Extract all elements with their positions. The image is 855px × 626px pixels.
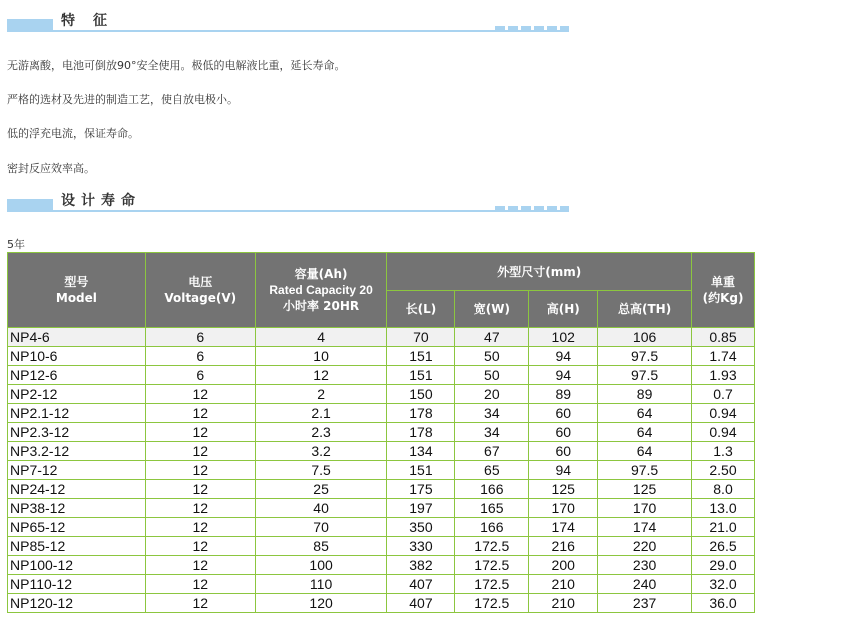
cell-weight: 13.0 xyxy=(692,499,755,518)
cell-capacity: 2.1 xyxy=(255,404,387,423)
cell-capacity: 10 xyxy=(255,347,387,366)
header-stripe xyxy=(7,199,53,212)
cell-height: 210 xyxy=(529,575,598,594)
cell-width: 166 xyxy=(455,518,529,537)
table-row xyxy=(8,347,755,366)
cell-width: 34 xyxy=(455,404,529,423)
cell-voltage: 12 xyxy=(145,385,255,404)
header-weight-cn: 单重 xyxy=(711,275,736,289)
cell-height: 216 xyxy=(529,537,598,556)
cell-total-height: 174 xyxy=(598,518,692,537)
cell-total-height: 170 xyxy=(598,499,692,518)
table-row xyxy=(8,575,755,594)
cell-model: NP85-12 xyxy=(8,537,146,556)
cell-width: 67 xyxy=(455,442,529,461)
cell-model: NP2.3-12 xyxy=(8,423,146,442)
cell-width: 50 xyxy=(455,347,529,366)
cell-width: 172.5 xyxy=(455,575,529,594)
cell-voltage: 12 xyxy=(145,518,255,537)
cell-height: 89 xyxy=(529,385,598,404)
cell-model: NP38-12 xyxy=(8,499,146,518)
cell-model: NP7-12 xyxy=(8,461,146,480)
cell-voltage: 6 xyxy=(145,347,255,366)
cell-width: 50 xyxy=(455,366,529,385)
header-capacity xyxy=(255,253,387,328)
cell-voltage: 12 xyxy=(145,594,255,613)
cell-length: 382 xyxy=(387,556,455,575)
feature-text: 密封反应效率高。 xyxy=(7,162,95,175)
header-weight xyxy=(692,253,755,328)
table-row xyxy=(8,537,755,556)
cell-total-height: 97.5 xyxy=(598,461,692,480)
cell-total-height: 106 xyxy=(598,328,692,347)
header-height: 高(H) xyxy=(529,291,598,328)
cell-length: 178 xyxy=(387,423,455,442)
cell-total-height: 230 xyxy=(598,556,692,575)
cell-model: NP65-12 xyxy=(8,518,146,537)
cell-length: 151 xyxy=(387,461,455,480)
table-row xyxy=(8,461,755,480)
cell-voltage: 12 xyxy=(145,537,255,556)
section-title-design-life: 设计寿命 xyxy=(61,193,141,209)
cell-total-height: 89 xyxy=(598,385,692,404)
cell-voltage: 6 xyxy=(145,366,255,385)
cell-width: 34 xyxy=(455,423,529,442)
cell-weight: 1.74 xyxy=(692,347,755,366)
header-dimensions: 外型尺寸(mm) xyxy=(387,253,692,291)
cell-model: NP2-12 xyxy=(8,385,146,404)
cell-total-height: 240 xyxy=(598,575,692,594)
cell-capacity: 100 xyxy=(255,556,387,575)
cell-height: 94 xyxy=(529,366,598,385)
cell-voltage: 12 xyxy=(145,404,255,423)
header-dashes xyxy=(495,26,569,30)
cell-total-height: 97.5 xyxy=(598,366,692,385)
feature-text: 低的浮充电流，保证寿命。 xyxy=(7,127,139,140)
cell-length: 407 xyxy=(387,575,455,594)
header-underline xyxy=(53,30,569,32)
cell-weight: 1.3 xyxy=(692,442,755,461)
cell-total-height: 64 xyxy=(598,423,692,442)
cell-width: 166 xyxy=(455,480,529,499)
header-voltage-en: Voltage(V) xyxy=(164,291,237,305)
table-row xyxy=(8,518,755,537)
cell-model: NP12-6 xyxy=(8,366,146,385)
cell-height: 200 xyxy=(529,556,598,575)
header-capacity-en: Rated Capacity 20 xyxy=(269,283,373,297)
cell-capacity: 2 xyxy=(255,385,387,404)
cell-capacity: 85 xyxy=(255,537,387,556)
cell-capacity: 110 xyxy=(255,575,387,594)
cell-weight: 0.94 xyxy=(692,404,755,423)
cell-voltage: 12 xyxy=(145,461,255,480)
cell-height: 174 xyxy=(529,518,598,537)
cell-length: 70 xyxy=(387,328,455,347)
cell-height: 170 xyxy=(529,499,598,518)
cell-weight: 0.85 xyxy=(692,328,755,347)
cell-width: 172.5 xyxy=(455,556,529,575)
cell-height: 94 xyxy=(529,461,598,480)
cell-width: 172.5 xyxy=(455,537,529,556)
cell-capacity: 2.3 xyxy=(255,423,387,442)
cell-capacity: 12 xyxy=(255,366,387,385)
cell-weight: 0.94 xyxy=(692,423,755,442)
cell-weight: 29.0 xyxy=(692,556,755,575)
table-row xyxy=(8,442,755,461)
cell-weight: 36.0 xyxy=(692,594,755,613)
cell-capacity: 4 xyxy=(255,328,387,347)
cell-height: 60 xyxy=(529,423,598,442)
cell-width: 65 xyxy=(455,461,529,480)
header-dashes xyxy=(495,206,569,210)
design-life-value: 5年 xyxy=(7,238,25,251)
cell-capacity: 120 xyxy=(255,594,387,613)
cell-length: 178 xyxy=(387,404,455,423)
cell-width: 172.5 xyxy=(455,594,529,613)
cell-model: NP100-12 xyxy=(8,556,146,575)
cell-weight: 2.50 xyxy=(692,461,755,480)
cell-capacity: 25 xyxy=(255,480,387,499)
cell-length: 350 xyxy=(387,518,455,537)
table-row xyxy=(8,556,755,575)
section-title-features: 特征 xyxy=(61,13,125,29)
table-row xyxy=(8,366,755,385)
feature-text: 严格的选材及先进的制造工艺，使自放电极小。 xyxy=(7,93,238,106)
header-capacity-cn: 容量(Ah) xyxy=(294,267,348,281)
cell-length: 197 xyxy=(387,499,455,518)
cell-height: 102 xyxy=(529,328,598,347)
cell-total-height: 64 xyxy=(598,404,692,423)
cell-weight: 1.93 xyxy=(692,366,755,385)
cell-length: 150 xyxy=(387,385,455,404)
cell-model: NP2.1-12 xyxy=(8,404,146,423)
cell-voltage: 6 xyxy=(145,328,255,347)
header-total-height: 总高(TH) xyxy=(598,291,692,328)
cell-total-height: 64 xyxy=(598,442,692,461)
header-length: 长(L) xyxy=(387,291,455,328)
table-row xyxy=(8,423,755,442)
table-row xyxy=(8,404,755,423)
battery-spec-table xyxy=(7,252,755,613)
cell-model: NP24-12 xyxy=(8,480,146,499)
header-width: 宽(W) xyxy=(455,291,529,328)
cell-model: NP120-12 xyxy=(8,594,146,613)
cell-total-height: 237 xyxy=(598,594,692,613)
cell-total-height: 97.5 xyxy=(598,347,692,366)
cell-capacity: 3.2 xyxy=(255,442,387,461)
feature-text: 无游离酸，电池可倒放90°安全使用。极低的电解液比重，延长寿命。 xyxy=(7,59,346,72)
table-row xyxy=(8,480,755,499)
header-capacity-rate: 小时率 20HR xyxy=(283,299,360,313)
table-row xyxy=(8,385,755,404)
cell-voltage: 12 xyxy=(145,499,255,518)
cell-model: NP4-6 xyxy=(8,328,146,347)
header-voltage-cn: 电压 xyxy=(188,275,213,289)
cell-capacity: 40 xyxy=(255,499,387,518)
cell-weight: 32.0 xyxy=(692,575,755,594)
cell-total-height: 125 xyxy=(598,480,692,499)
header-voltage xyxy=(145,253,255,328)
header-model-en: Model xyxy=(55,291,97,305)
cell-height: 94 xyxy=(529,347,598,366)
cell-total-height: 220 xyxy=(598,537,692,556)
cell-length: 134 xyxy=(387,442,455,461)
section-header-features xyxy=(7,6,569,32)
cell-voltage: 12 xyxy=(145,556,255,575)
cell-length: 175 xyxy=(387,480,455,499)
cell-height: 125 xyxy=(529,480,598,499)
cell-length: 151 xyxy=(387,366,455,385)
table-row xyxy=(8,499,755,518)
header-weight-unit: (约Kg) xyxy=(702,291,744,305)
cell-model: NP10-6 xyxy=(8,347,146,366)
cell-voltage: 12 xyxy=(145,575,255,594)
cell-length: 407 xyxy=(387,594,455,613)
cell-weight: 26.5 xyxy=(692,537,755,556)
cell-model: NP110-12 xyxy=(8,575,146,594)
cell-weight: 8.0 xyxy=(692,480,755,499)
cell-length: 151 xyxy=(387,347,455,366)
cell-voltage: 12 xyxy=(145,423,255,442)
cell-capacity: 70 xyxy=(255,518,387,537)
cell-capacity: 7.5 xyxy=(255,461,387,480)
cell-weight: 21.0 xyxy=(692,518,755,537)
cell-voltage: 12 xyxy=(145,480,255,499)
spec-table-body xyxy=(8,328,755,613)
header-underline xyxy=(53,210,569,212)
cell-width: 165 xyxy=(455,499,529,518)
cell-model: NP3.2-12 xyxy=(8,442,146,461)
cell-height: 60 xyxy=(529,404,598,423)
header-model xyxy=(8,253,146,328)
cell-width: 47 xyxy=(455,328,529,347)
table-row xyxy=(8,328,755,347)
cell-height: 210 xyxy=(529,594,598,613)
section-header-design-life xyxy=(7,186,569,212)
cell-weight: 0.7 xyxy=(692,385,755,404)
cell-length: 330 xyxy=(387,537,455,556)
cell-voltage: 12 xyxy=(145,442,255,461)
cell-height: 60 xyxy=(529,442,598,461)
table-row xyxy=(8,594,755,613)
header-stripe xyxy=(7,19,53,32)
cell-width: 20 xyxy=(455,385,529,404)
header-model-cn: 型号 xyxy=(64,275,89,289)
